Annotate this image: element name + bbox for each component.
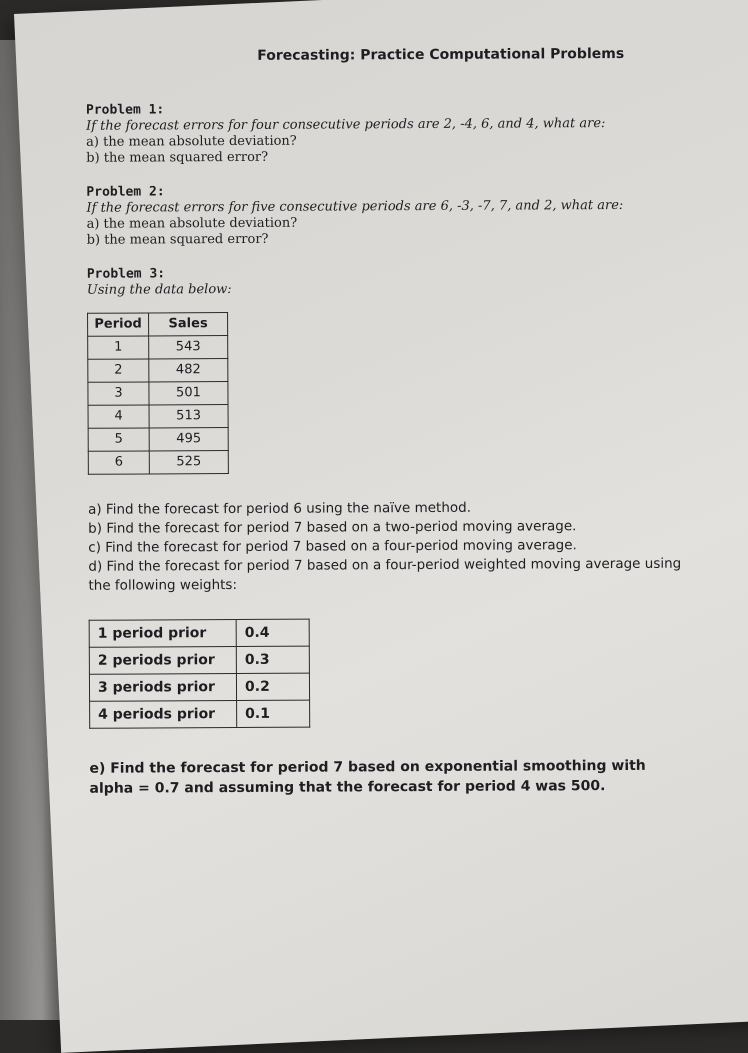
problem-3-questions bbox=[88, 498, 688, 596]
sales-cell: 495 bbox=[149, 428, 228, 451]
weights-table bbox=[89, 619, 311, 729]
table-row bbox=[88, 359, 228, 383]
problem-3 bbox=[87, 264, 690, 799]
weight-value: 0.4 bbox=[236, 619, 309, 646]
question-c: c) Find the forecast for period 7 based on a four-period moving average. bbox=[88, 537, 577, 556]
table-row bbox=[89, 673, 309, 701]
table-row bbox=[89, 646, 309, 674]
problem-2 bbox=[86, 182, 686, 249]
period-cell: 6 bbox=[88, 451, 149, 474]
table-row bbox=[88, 428, 228, 452]
sales-cell: 513 bbox=[149, 405, 228, 428]
period-cell: 2 bbox=[88, 359, 149, 382]
weight-label: 3 periods prior bbox=[89, 674, 236, 702]
problem-1-part-b: b) the mean squared error? bbox=[86, 149, 269, 166]
question-b: b) Find the forecast for period 7 based on a two-period moving average. bbox=[88, 518, 577, 537]
sales-table bbox=[87, 312, 229, 475]
question-e: e) Find the forecast for period 7 based on exponential smoothing with alpha = 0.7 and assuming that the forecast for period 4 was 500. bbox=[89, 757, 646, 797]
weight-value: 0.2 bbox=[236, 673, 309, 700]
problem-3-intro: Using the data below: bbox=[86, 282, 232, 298]
problem-1-part-a: a) the mean absolute deviation? bbox=[86, 133, 297, 150]
question-d: d) Find the forecast for period 7 based on a four-period weighted moving average using the following weights: bbox=[88, 555, 682, 594]
table-row bbox=[90, 700, 310, 728]
weight-label: 4 periods prior bbox=[90, 701, 237, 729]
problem-2-part-a: a) the mean absolute deviation? bbox=[86, 215, 298, 232]
problem-2-prompt: If the forecast errors for five consecutive periods are 6, -3, -7, 7, and 2, what are: bbox=[86, 197, 624, 216]
problem-1 bbox=[86, 100, 686, 167]
weight-value: 0.3 bbox=[236, 646, 309, 673]
sales-table-header bbox=[88, 313, 228, 337]
problem-2-heading: Problem 2: bbox=[86, 184, 165, 200]
table-row bbox=[88, 382, 228, 406]
sales-cell: 501 bbox=[149, 382, 228, 405]
sales-cell: 525 bbox=[149, 451, 228, 474]
table-row bbox=[88, 405, 228, 429]
sales-cell: 543 bbox=[149, 336, 228, 359]
page-title: Forecasting: Practice Computational Problems bbox=[257, 45, 625, 64]
sales-cell: 482 bbox=[149, 359, 228, 382]
question-a: a) Find the forecast for period 6 using the naïve method. bbox=[88, 499, 472, 518]
table-row bbox=[89, 619, 309, 647]
period-cell: 5 bbox=[88, 428, 149, 451]
column-header-sales: Sales bbox=[149, 313, 228, 336]
problem-2-part-b: b) the mean squared error? bbox=[86, 231, 269, 248]
weight-label: 2 periods prior bbox=[89, 647, 236, 675]
problem-1-heading: Problem 1: bbox=[85, 102, 165, 118]
problem-1-prompt: If the forecast errors for four consecutive periods are 2, -4, 6, and 4, what are: bbox=[86, 116, 606, 134]
period-cell: 4 bbox=[88, 405, 149, 428]
column-header-period: Period bbox=[88, 313, 149, 336]
table-row bbox=[88, 336, 228, 360]
weight-value: 0.1 bbox=[237, 700, 310, 727]
period-cell: 3 bbox=[88, 382, 149, 405]
worksheet-paper bbox=[14, 0, 748, 1053]
problem-3-heading: Problem 3: bbox=[86, 266, 166, 282]
weight-label: 1 period prior bbox=[89, 620, 236, 648]
period-cell: 1 bbox=[88, 336, 149, 359]
table-row bbox=[88, 451, 228, 475]
worksheet-content bbox=[86, 46, 690, 817]
